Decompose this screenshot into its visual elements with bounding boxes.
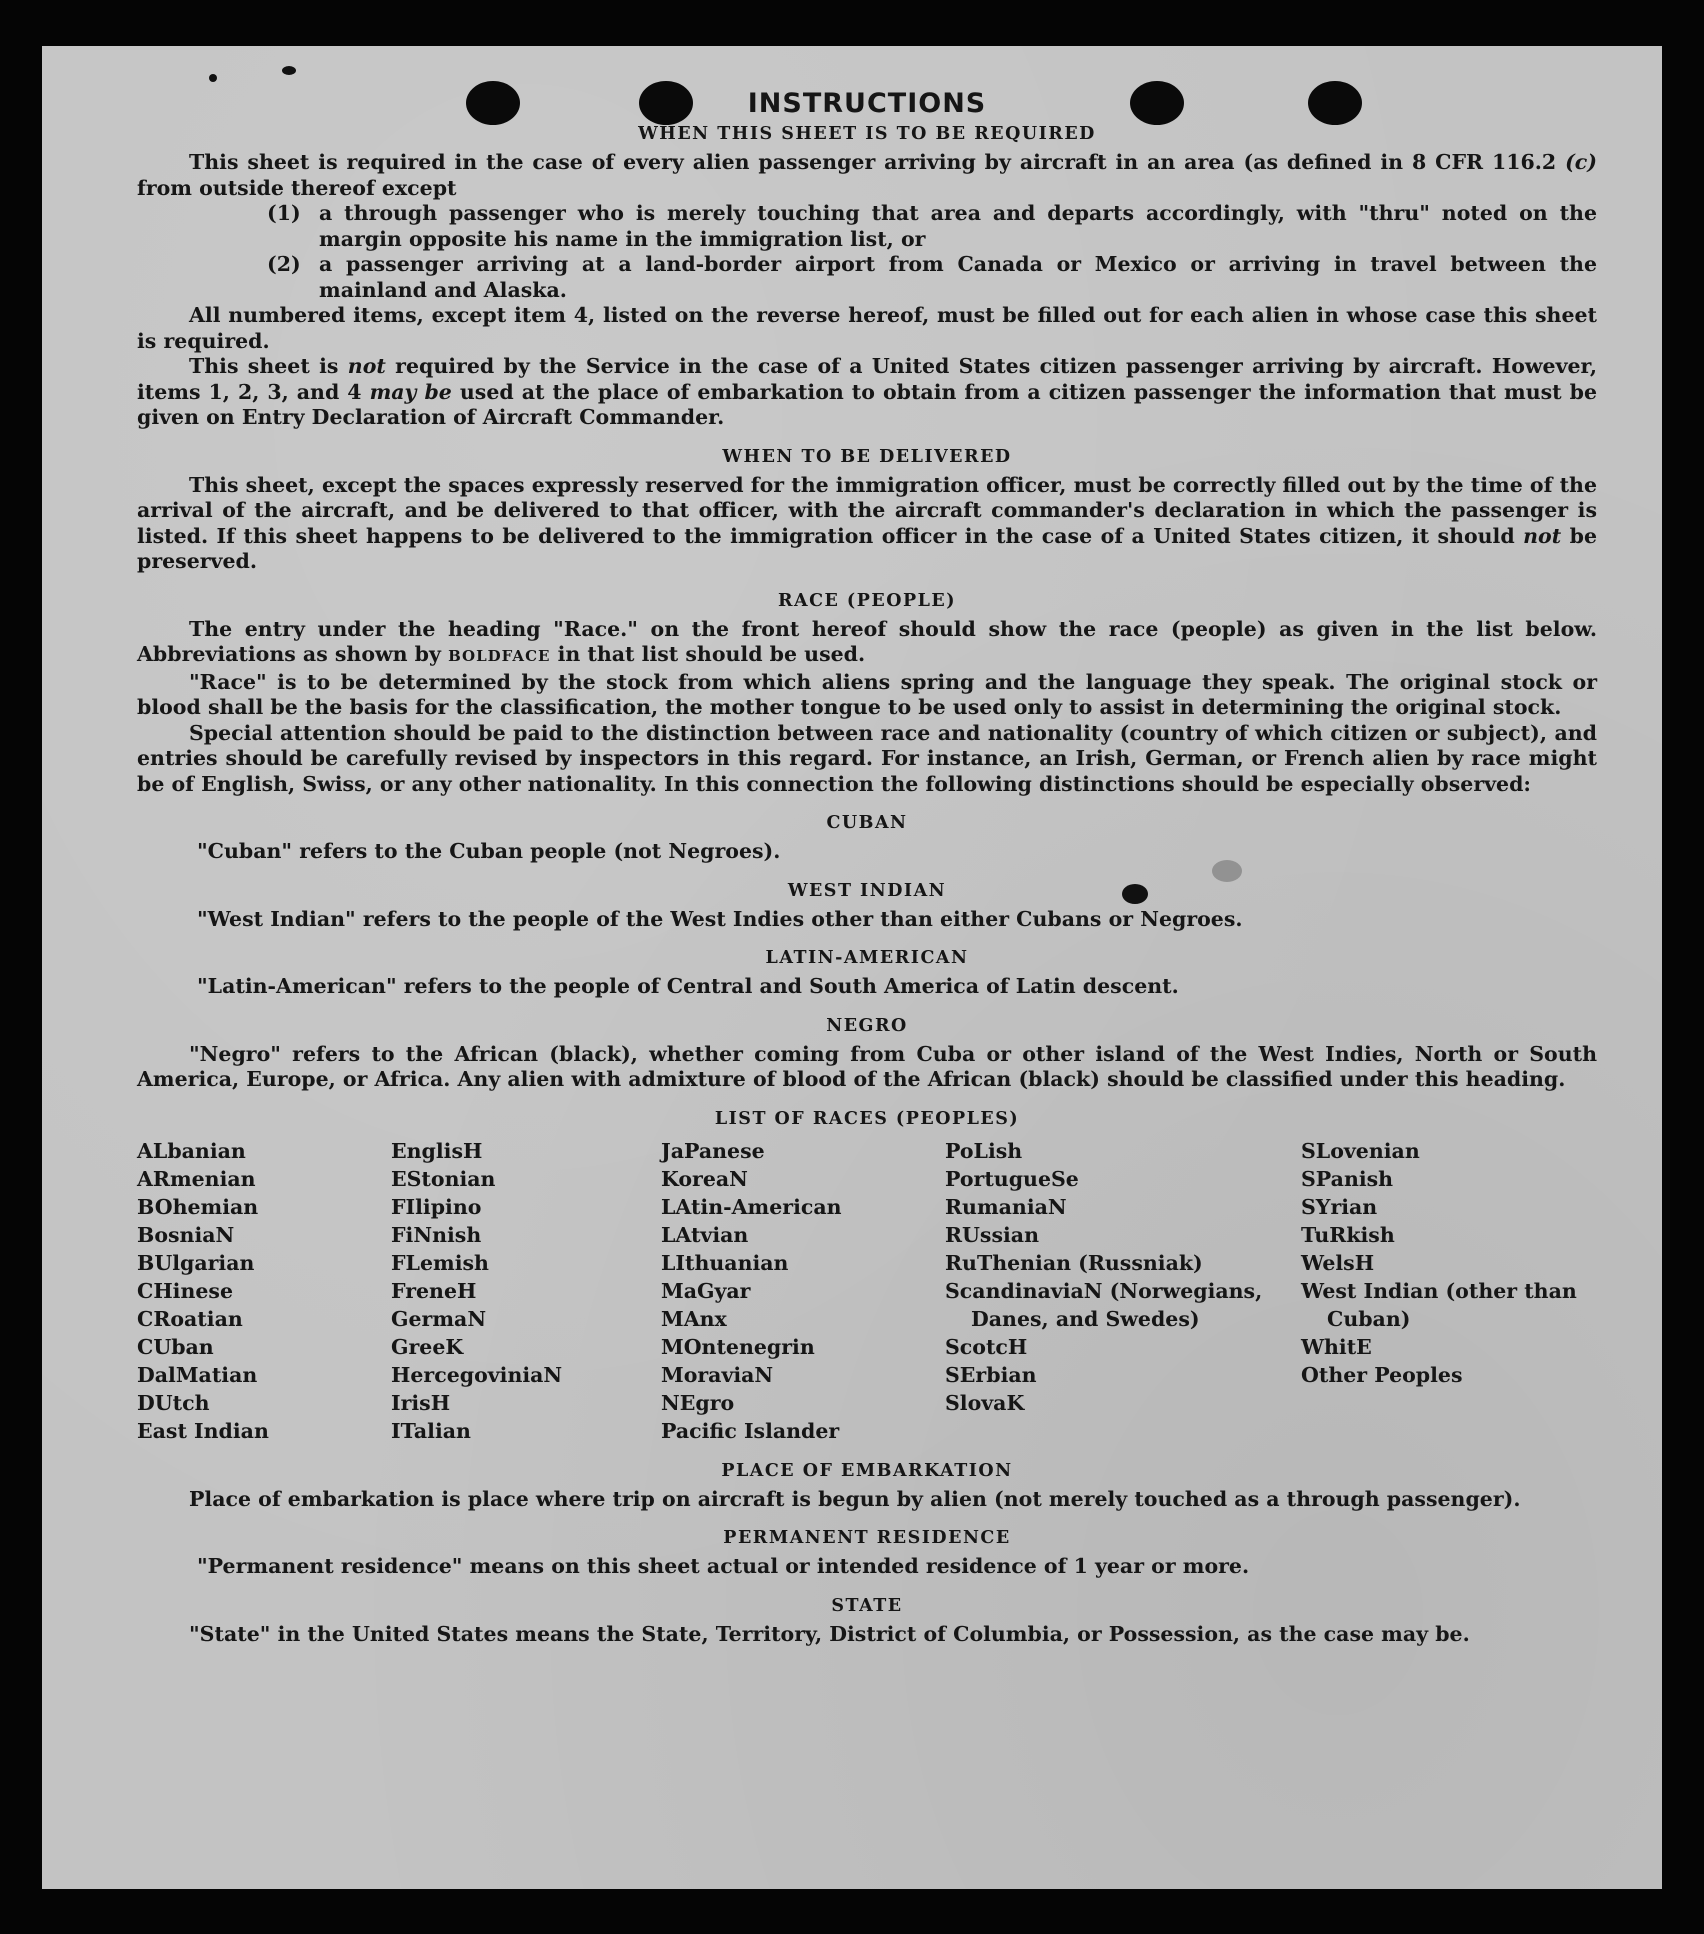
instructions-content: [137, 86, 1597, 1647]
instruction-sheet: [42, 46, 1662, 1889]
race-item: SLovenian: [1301, 1138, 1420, 1163]
section-heading-embarkation: PLACE OF EMBARKATION: [721, 1460, 1013, 1481]
race-item: Other Peoples: [1301, 1362, 1463, 1387]
race-item: FiNnish: [391, 1222, 482, 1247]
paragraph: "Race" is to be determined by the stock from which aliens spring and the language they speak. The original stock or blood shall be the basis for the classification, the mother tongue to be used only to assist in determining the original stock.: [137, 669, 1597, 719]
definition-negro: "Negro" refers to the African (black), whether coming from Cuba or other island of the West Indies, North or South America, Europe, or Africa. Any alien with admixture of blood of the African (black) should be classified under this heading.: [137, 1041, 1597, 1091]
race-column: [137, 1137, 391, 1445]
race-item: DUtch: [137, 1390, 210, 1415]
race-item: MOntenegrin: [661, 1334, 815, 1359]
exception-item-1: (1) a through passenger who is merely touching that area and departs accordingly, with "thru" noted on the margin opposite his name in the immigration list, or: [267, 201, 1597, 251]
race-item: IrisH: [391, 1390, 451, 1415]
race-item: WelsH: [1301, 1250, 1375, 1275]
section-heading-when-required: WHEN THIS SHEET IS TO BE REQUIRED: [638, 124, 1096, 144]
race-item: CUban: [137, 1334, 214, 1359]
race-item: FIlipino: [391, 1194, 482, 1219]
definition-cuban: "Cuban" refers to the Cuban people (not Negroes).: [197, 839, 781, 863]
page-title: INSTRUCTIONS: [747, 88, 987, 119]
race-item: CRoatian: [137, 1306, 243, 1331]
ink-speck: [282, 66, 296, 75]
race-item: SYrian: [1301, 1194, 1378, 1219]
section-heading-cuban: CUBAN: [826, 813, 908, 833]
definition-west-indian: "West Indian" refers to the people of the West Indies other than either Cubans or Negroes.: [197, 906, 1243, 931]
paragraph: This sheet, except the spaces expressly reserved for the immigration officer, must be correctly filled out by the time of the arrival of the aircraft, and be delivered to that officer, with the aircraft commander's declaration in which the passenger is listed. If this sheet happens to be delivered to the immigration officer in the case of a United States citizen, it should not be preserved.: [137, 472, 1598, 573]
paragraph: This sheet is required in the case of every alien passenger arriving by aircraft in an area (as defined in 8 CFR 116.2 (c) from outside thereof except: [137, 150, 1597, 200]
race-item: BUlgarian: [137, 1250, 255, 1275]
race-item: RumaniaN: [945, 1194, 1067, 1219]
race-item: LAtin-American: [661, 1194, 842, 1219]
race-item: WhitE: [1301, 1334, 1372, 1359]
paragraph: All numbered items, except item 4, listed on the reverse hereof, must be filled out for each alien in whose case this sheet is required.: [137, 303, 1597, 353]
definition-latin-american: "Latin-American" refers to the people of Central and South America of Latin descent.: [197, 974, 1179, 998]
race-item: SErbian: [945, 1362, 1037, 1387]
section-heading-list-of-races: LIST OF RACES (PEOPLES): [714, 1108, 1020, 1129]
race-item: EStonian: [391, 1166, 496, 1191]
race-item: GermaN: [391, 1306, 487, 1331]
race-item: ScotcH: [945, 1334, 1028, 1359]
race-item: RUssian: [945, 1222, 1039, 1247]
race-column: [945, 1137, 1301, 1445]
race-item: West Indian (other than Cuban): [1301, 1278, 1577, 1331]
race-item: MoraviaN: [661, 1362, 774, 1387]
race-item: BOhemian: [137, 1194, 259, 1219]
section-heading-when-delivered: WHEN TO BE DELIVERED: [722, 446, 1012, 467]
race-item: ITalian: [391, 1418, 471, 1443]
section-heading-race: RACE (PEOPLE): [777, 590, 957, 611]
race-item: NEgro: [661, 1390, 735, 1415]
race-item: East Indian: [137, 1418, 269, 1443]
race-item: LAtvian: [661, 1222, 749, 1247]
paragraph: Special attention should be paid to the distinction between race and nationality (country of which citizen or subject), and entries should be carefully revised by inspectors in this regard. For instance, an Irish, German, or French alien by race might be of English, Swiss, or any other nationality. In this connection the following distinctions should be especially observed:: [137, 720, 1597, 796]
race-item: MAnx: [661, 1306, 727, 1331]
race-item: SPanish: [1301, 1166, 1394, 1191]
race-item: TuRkish: [1301, 1222, 1395, 1247]
section-heading-state: STATE: [831, 1595, 903, 1616]
section-heading-latin-american: LATIN-AMERICAN: [765, 948, 969, 968]
section-heading-negro: NEGRO: [826, 1015, 908, 1036]
race-item: LIthuanian: [661, 1250, 789, 1275]
race-list: [137, 1137, 1597, 1445]
exception-item-2: (2) a passenger arriving at a land-border airport from Canada or Mexico or arriving in travel between the mainland and Alaska.: [267, 252, 1597, 302]
definition-state: "State" in the United States means the State, Territory, District of Columbia, or Possession, as the case may be.: [189, 1621, 1470, 1646]
section-heading-residence: PERMANENT RESIDENCE: [723, 1528, 1011, 1548]
race-item: KoreaN: [661, 1166, 748, 1191]
race-item: BosniaN: [137, 1222, 235, 1247]
section-heading-west-indian: WEST INDIAN: [787, 880, 947, 901]
race-item: HercegoviniaN: [391, 1362, 563, 1387]
race-item: EnglisH: [391, 1138, 483, 1163]
race-item: JaPanese: [661, 1138, 765, 1163]
definition-residence: "Permanent residence" means on this sheet actual or intended residence of 1 year or more.: [197, 1554, 1250, 1578]
race-column: [391, 1137, 661, 1445]
paragraph: The entry under the heading "Race." on the front hereof should show the race (people) as given in the list below. Abbreviations as shown by BOLDFACE in that list should be used.: [137, 616, 1597, 666]
race-item: MaGyar: [661, 1278, 751, 1303]
race-item: SlovaK: [945, 1390, 1025, 1415]
definition-embarkation: Place of embarkation is place where trip on aircraft is begun by alien (not merely touched as a through passenger).: [189, 1486, 1521, 1511]
paragraph: This sheet is not required by the Service in the case of a United States citizen passenger arriving by aircraft. However, items 1, 2, 3, and 4 may be used at the place of embarkation to obtain from a citizen passenger the information that must be given on Entry Declaration of Aircraft Commander.: [137, 354, 1598, 429]
race-item: CHinese: [137, 1278, 234, 1303]
race-item: FreneH: [391, 1278, 477, 1303]
race-item: ALbanian: [137, 1138, 246, 1163]
race-item: ARmenian: [137, 1166, 256, 1191]
race-item: PortugueSe: [945, 1166, 1079, 1191]
race-item: ScandinaviaN (Norwegians, Danes, and Swedes): [945, 1278, 1263, 1331]
race-item: RuThenian (Russniak): [945, 1250, 1203, 1275]
ink-speck: [209, 74, 217, 82]
race-item: Pacific Islander: [661, 1418, 840, 1443]
race-column: [661, 1137, 945, 1445]
race-item: FLemish: [391, 1250, 489, 1275]
race-item: PoLish: [945, 1138, 1023, 1163]
race-column: [1301, 1137, 1581, 1445]
race-item: GreeK: [391, 1334, 464, 1359]
race-item: DalMatian: [137, 1362, 258, 1387]
